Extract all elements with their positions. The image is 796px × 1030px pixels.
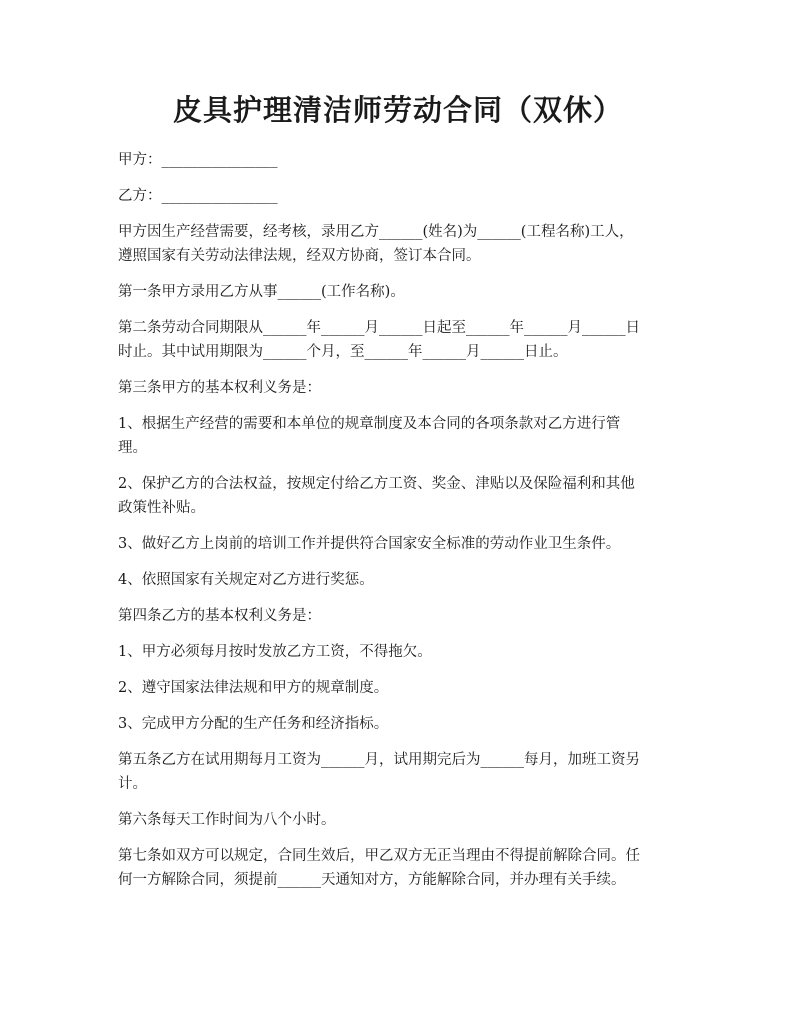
article-3-item-2-line-2: 政策性补贴。 (118, 500, 205, 516)
article-4-item-2: 2、遵守国家法律法规和甲方的规章制度。 (118, 680, 389, 696)
article-2-line-2: 时止。其中试用期限为______个月，至______年______月______日止。 (118, 344, 568, 360)
article-3-item-2-line-1: 2、保护乙方的合法权益，按规定付给乙方工资、奖金、津贴以及保险福利和其他 (118, 476, 635, 492)
article-3-item-3: 3、做好乙方上岗前的培训工作并提供符合国家安全标准的劳动作业卫生条件。 (118, 536, 621, 552)
article-6: 第六条每天工作时间为八个小时。 (118, 812, 336, 828)
party-a-line: 甲方：________________ (118, 152, 278, 168)
party-b-line: 乙方：________________ (118, 188, 278, 204)
article-2-line-1: 第二条劳动合同期限从______年______月______日起至______年______月______日 (118, 320, 640, 336)
article-3-heading: 第三条甲方的基本权利义务是： (118, 380, 321, 396)
article-3-item-1-line-1: 1、根据生产经营的需要和本单位的规章制度及本合同的各项条款对乙方进行管 (118, 416, 621, 432)
article-5-line-2: 计。 (118, 776, 147, 792)
preamble-line-1: 甲方因生产经营需要，经考核，录用乙方______(姓名)为______(工程名称)工人， (118, 224, 634, 240)
article-5-line-1: 第五条乙方在试用期每月工资为______月，试用期完后为______每月，加班工资另 (118, 752, 640, 768)
document-title: 皮具护理清洁师劳动合同（双休） (172, 93, 623, 127)
article-3-item-1-line-2: 理。 (118, 440, 147, 456)
article-4-item-3: 3、完成甲方分配的生产任务和经济指标。 (118, 716, 389, 732)
preamble-line-2: 遵照国家有关劳动法律法规，经双方协商，签订本合同。 (118, 248, 481, 264)
article-4-item-1: 1、甲方必须每月按时发放乙方工资，不得拖欠。 (118, 644, 432, 660)
article-1: 第一条甲方录用乙方从事______(工作名称)。 (118, 284, 405, 300)
article-4-heading: 第四条乙方的基本权利义务是： (118, 608, 321, 624)
article-7-line-1: 第七条如双方可以规定，合同生效后，甲乙双方无正当理由不得提前解除合同。任 (118, 848, 640, 864)
article-7-line-2: 何一方解除合同，须提前______天通知对方，方能解除合同，并办理有关手续。 (118, 872, 626, 888)
article-3-item-4: 4、依照国家有关规定对乙方进行奖惩。 (118, 572, 374, 588)
